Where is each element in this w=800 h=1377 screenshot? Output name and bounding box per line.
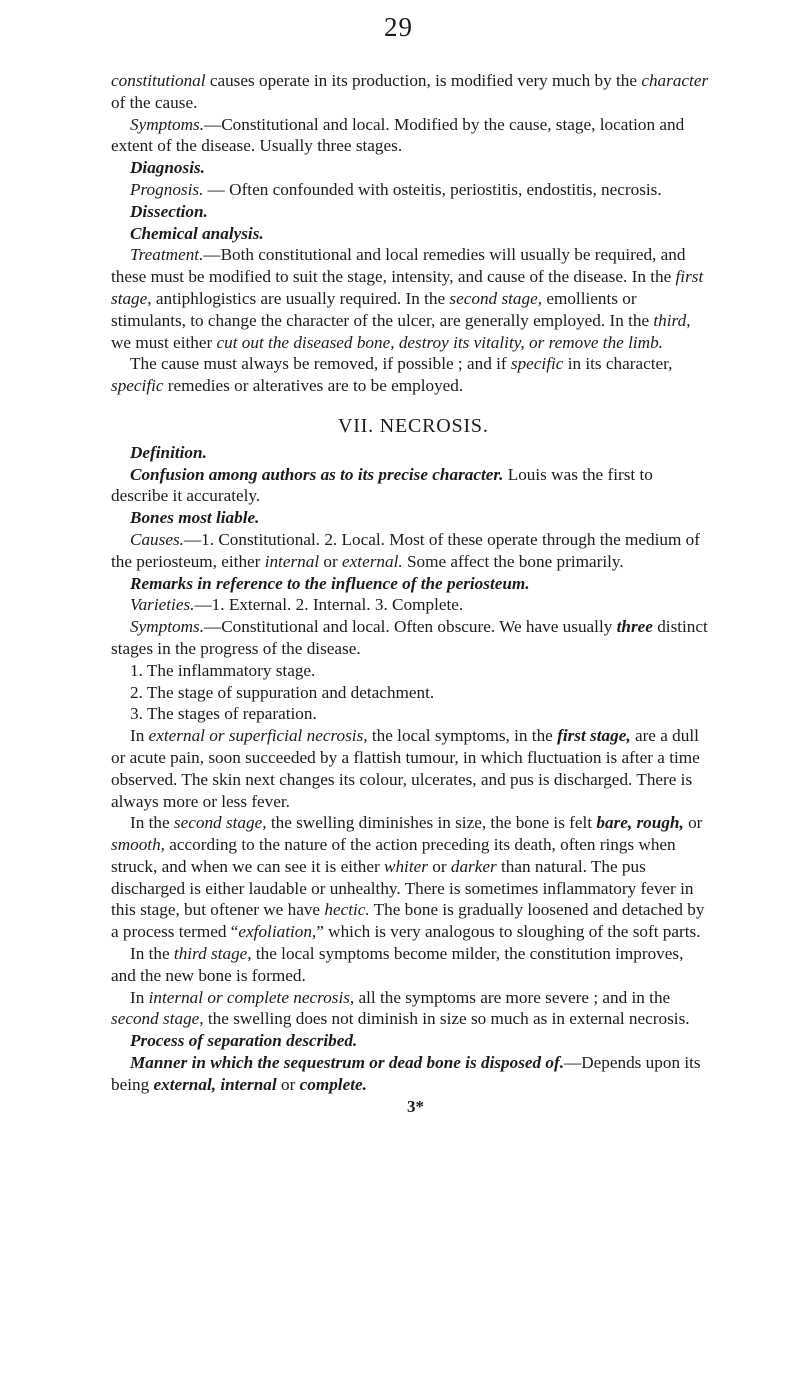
label-symptoms: Symptoms.: [130, 114, 204, 134]
paragraph-dissection: [0, 201, 800, 223]
body-text: [0, 70, 800, 1117]
paragraph-symptoms: Symptoms.—Constitutional and local. Modified by the cause, stage, location and extent of the disease. Usually three stages.: [111, 114, 685, 156]
paragraph-necrosis-symptoms: Symptoms.—Constitutional and local. Often obscure. We have usually three distinct stages in the progress of the disease.: [111, 617, 708, 658]
paragraph-internal-necrosis: In internal or complete necrosis, all the symptoms are more severe ; and in the second stage, the swelling does not diminish in size so much as in external necrosis.: [111, 987, 690, 1029]
paragraph-third-stage: In the third stage, the local symptoms become milder, the constitution improves, and the new bone is formed.: [111, 944, 684, 985]
label-diagnosis: Diagnosis.: [130, 158, 205, 178]
paragraph-sequestrum: Manner in which the sequestrum or dead bone is disposed of.—Depends upon its being external, internal or complete.: [111, 1053, 701, 1094]
label-causes: Causes.: [130, 529, 184, 549]
paragraph-remarks: [0, 573, 800, 595]
list-item: 2. The stage of suppuration and detachment.: [130, 682, 435, 702]
term-constitutional: constitutional: [111, 71, 206, 90]
paragraph-treatment: Treatment.—Both constitutional and local remedies will usually be required, and these must be modified to suit the stage, intensity, and cause of the disease. In the first stage, antiphlogistics are usually required. In the second stage, emollients or stimulants, to change the character of the ulcer, are generally employed. In the third, we must either cut out the diseased bone, destroy its vitality, or remove the limb.: [111, 245, 704, 352]
label-bones-liable: Bones most liable.: [130, 508, 260, 528]
paragraph-external-necrosis: In external or superficial necrosis, the local symptoms, in the first stage, are a dull or acute pain, soon succeeded by a flattish tumour, in which fluctuation is after a time observed. The skin next changes its colour, ulcerates, and pus is discharged. There is always more or less fever.: [111, 726, 700, 811]
paragraph-cause: The cause must always be removed, if possible ; and if specific in its character, specific remedies or alteratives are to be employed.: [111, 354, 673, 396]
page-number: 29: [384, 12, 413, 42]
paragraph-constitutional-causes: constitutional causes operate in its production, is modified very much by the character of the cause.: [111, 71, 709, 112]
label-prognosis: Prognosis.: [130, 179, 204, 199]
section-heading: VII. NECROSIS.: [338, 414, 489, 437]
list-item: 1. The inflammatory stage.: [130, 660, 316, 680]
label-sequestrum: Manner in which the sequestrum or dead bone is disposed of.: [130, 1053, 565, 1073]
label-necrosis-symptoms: Symptoms.: [130, 617, 204, 637]
paragraph-bones-liable: [0, 507, 800, 529]
paragraph-causes: Causes.—1. Constitutional. 2. Local. Most of these operate through the medium of the periosteum, either internal or external. Some affect the bone primarily.: [111, 529, 700, 571]
paragraph-confusion: Confusion among authors as to its precise character. Louis was the first to describe it accurately.: [111, 464, 653, 506]
label-remarks: Remarks in reference to the influence of the periosteum.: [130, 573, 530, 593]
label-chemical-analysis: Chemical analysis.: [130, 223, 264, 243]
paragraph-diagnosis: [0, 157, 800, 179]
label-definition: Definition.: [130, 442, 207, 462]
label-dissection: Dissection.: [130, 201, 208, 221]
paragraph-varieties: Varieties.—1. External. 2. Internal. 3. Complete.: [130, 595, 464, 615]
paragraph-prognosis: Prognosis. — Often confounded with osteitis, periostitis, endostitis, necrosis.: [130, 179, 662, 199]
list-item: 3. The stages of reparation.: [130, 704, 317, 724]
paragraph-chemical-analysis: [0, 223, 800, 245]
label-process-separation: Process of separation described.: [130, 1031, 358, 1051]
label-treatment: Treatment.: [130, 245, 204, 265]
paragraph-process-separation: [0, 1030, 800, 1052]
signature-mark: 3*: [407, 1096, 424, 1116]
label-varieties: Varieties.: [130, 595, 195, 615]
paragraph-definition: [0, 442, 800, 464]
paragraph-second-stage: In the second stage, the swelling diminishes in size, the bone is felt bare, rough, or smooth, according to the nature of the action preceding its death, often rings when struck, and when we can see it is either whiter or darker than natural. The pus discharged is either laudable or unhealthy. There is sometimes inflammatory fever in this stage, but oftener we have hectic. The bone is gradually loosened and detached by a process termed “exfoliation,” which is very analogous to sloughing of the soft parts.: [111, 813, 705, 942]
label-confusion: Confusion among authors as to its precise character.: [130, 464, 504, 484]
